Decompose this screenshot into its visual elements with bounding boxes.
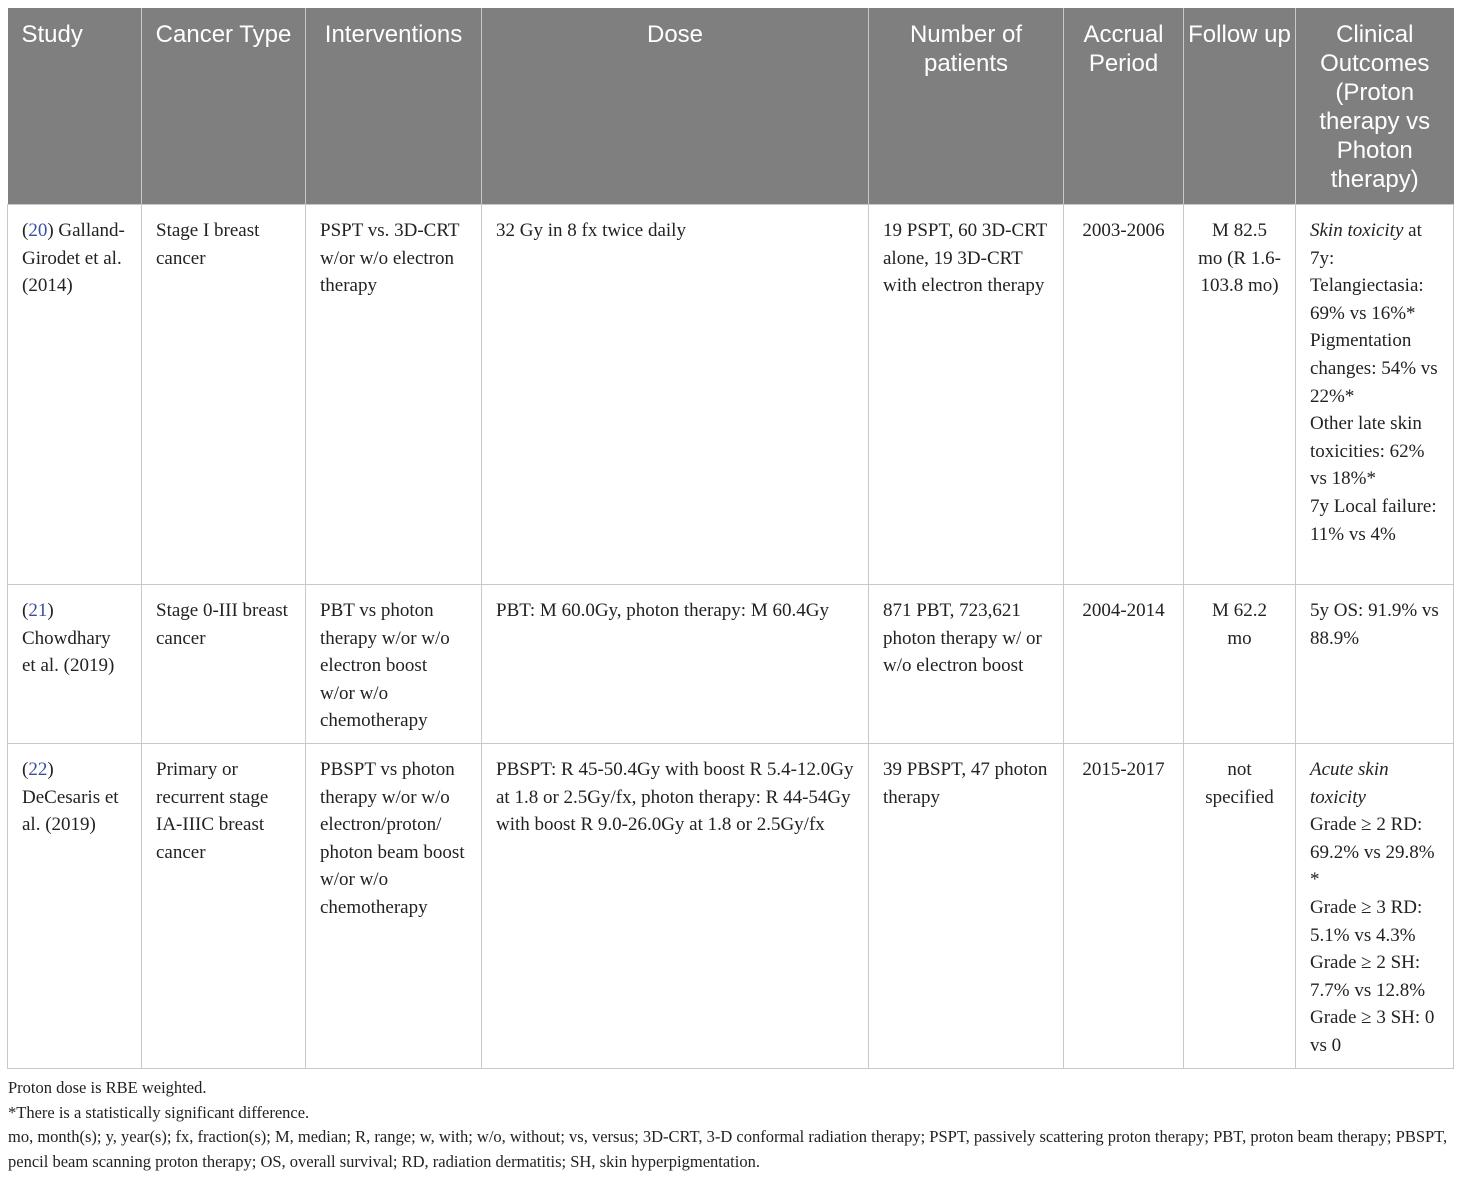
intervention-line: w/or w/o chemotherapy <box>320 682 428 732</box>
study-name: DeCesaris et al. (2019) <box>22 786 119 836</box>
header-follow-up: Follow up <box>1184 8 1296 205</box>
cell-study: (20) Galland-Girodet et al. (2014) <box>8 205 142 585</box>
header-interventions: Interventions <box>306 8 482 205</box>
outcome-line: Telangiectasia: 69% vs 16%* <box>1310 275 1424 324</box>
cell-accrual: 2004-2014 <box>1064 585 1184 744</box>
cell-follow-up: M 82.5 mo (R 1.6-103.8 mo) <box>1184 205 1296 585</box>
cell-outcomes <box>1296 744 1454 1069</box>
footnote-abbreviations: mo, month(s); y, year(s); fx, fraction(s); M, median; R, range; w, with; w/o, without; vs, versus; 3D-CRT, 3-D conformal radiation therapy; PSPT, passively scattering proton therapy; PBT, proton beam therapy; PBSPT, pencil beam scanning proton therapy; OS, overall survival; RD, radiation dermatitis; SH, skin hyperpigmentation. <box>8 1127 1448 1171</box>
study-comparison-table <box>7 8 1454 1069</box>
footnote-significance: *There is a statistically significant difference. <box>8 1102 310 1122</box>
outcome-heading <box>1310 756 1439 811</box>
outcome-line: Grade ≥ 3 RD: 5.1% vs 4.3% <box>1310 896 1423 946</box>
cell-interventions <box>306 585 482 744</box>
footnote-rbe: Proton dose is RBE weighted. <box>8 1078 207 1097</box>
header-study: Study <box>8 8 142 205</box>
cell-patients: 19 PSPT, 60 3D-CRT alone, 19 3D-CRT with electron therapy <box>869 205 1064 585</box>
table-header <box>8 8 1454 205</box>
header-number-of-patients: Number of patients <box>869 8 1064 205</box>
reference-link[interactable]: 20 <box>28 220 48 241</box>
intervention-line: PSPT vs. 3D-CRT w/or w/o electron therapy <box>320 220 460 297</box>
cell-dose: PBSPT: R 45-50.4Gy with boost R 5.4-12.0Gy at 1.8 or 2.5Gy/fx, photon therapy: R 44-54Gy with boost R 9.0-26.0Gy at 1.8 or 2.5Gy/fx <box>482 744 869 1069</box>
cell-interventions <box>306 205 482 585</box>
header-clinical-outcomes: Clinical Outcomes (Proton therapy vs Photon therapy) <box>1296 8 1454 205</box>
cell-study: (22) DeCesaris et al. (2019) <box>8 744 142 1069</box>
cell-accrual: 2003-2006 <box>1064 205 1184 585</box>
outcome-heading <box>1310 217 1439 272</box>
header-dose: Dose <box>482 8 869 205</box>
cell-study: (21) Chowdhary et al. (2019) <box>8 585 142 744</box>
cell-patients: 39 PBSPT, 47 photon therapy <box>869 744 1064 1069</box>
cell-accrual: 2015-2017 <box>1064 744 1184 1069</box>
table-row <box>8 585 1454 744</box>
cell-cancer-type: Primary or recurrent stage IA-IIIC breast cancer <box>142 744 306 1069</box>
outcome-line: Pigmentation changes: 54% vs 22%* <box>1310 330 1438 407</box>
outcome-line: Grade ≥ 2 SH: 7.7% vs 12.8% <box>1310 952 1426 1001</box>
table-footnotes <box>8 1076 1454 1174</box>
outcome-line: Grade ≥ 2 RD: 69.2% vs 29.8% * <box>1310 814 1435 891</box>
intervention-line: PBSPT vs photon therapy w/or w/o electron/proton/ photon beam boost <box>320 759 465 863</box>
cell-dose: 32 Gy in 8 fx twice daily <box>482 205 869 585</box>
outcome-line: Other late skin toxicities: 62% vs 18%* <box>1310 413 1425 490</box>
outcome-title-suffix: at 7y: <box>1310 220 1422 269</box>
table-row <box>8 205 1454 585</box>
cell-follow-up: M 62.2 mo <box>1184 585 1296 744</box>
reference-link[interactable]: 22 <box>28 759 48 780</box>
header-row <box>8 8 1454 205</box>
outcome-title: Skin toxicity <box>1310 220 1404 241</box>
cell-dose: PBT: M 60.0Gy, photon therapy: M 60.4Gy <box>482 585 869 744</box>
cell-patients: 871 PBT, 723,621 photon therapy w/ or w/o electron boost <box>869 585 1064 744</box>
header-cancer-type: Cancer Type <box>142 8 306 205</box>
cell-outcomes <box>1296 585 1454 744</box>
outcome-line: 5y OS: 91.9% vs 88.9% <box>1310 600 1439 649</box>
outcome-title: Acute skin toxicity <box>1310 759 1389 808</box>
table-row <box>8 744 1454 1069</box>
cell-outcomes <box>1296 205 1454 585</box>
cell-cancer-type: Stage 0-III breast cancer <box>142 585 306 744</box>
cell-interventions <box>306 744 482 1069</box>
outcome-line: Grade ≥ 3 SH: 0 vs 0 <box>1310 1007 1435 1056</box>
cell-follow-up: not specified <box>1184 744 1296 1069</box>
cell-cancer-type: Stage I breast cancer <box>142 205 306 585</box>
study-name: Chowdhary et al. (2019) <box>22 627 115 677</box>
reference-link[interactable]: 21 <box>28 600 48 621</box>
header-accrual-period: Accrual Period <box>1064 8 1184 205</box>
intervention-line: w/or w/o chemotherapy <box>320 869 428 918</box>
outcome-line: 7y Local failure: 11% vs 4% <box>1310 495 1437 545</box>
intervention-line: PBT vs photon therapy w/or w/o electron boost <box>320 600 450 677</box>
study-name: Galland-Girodet et al. (2014) <box>22 220 125 297</box>
